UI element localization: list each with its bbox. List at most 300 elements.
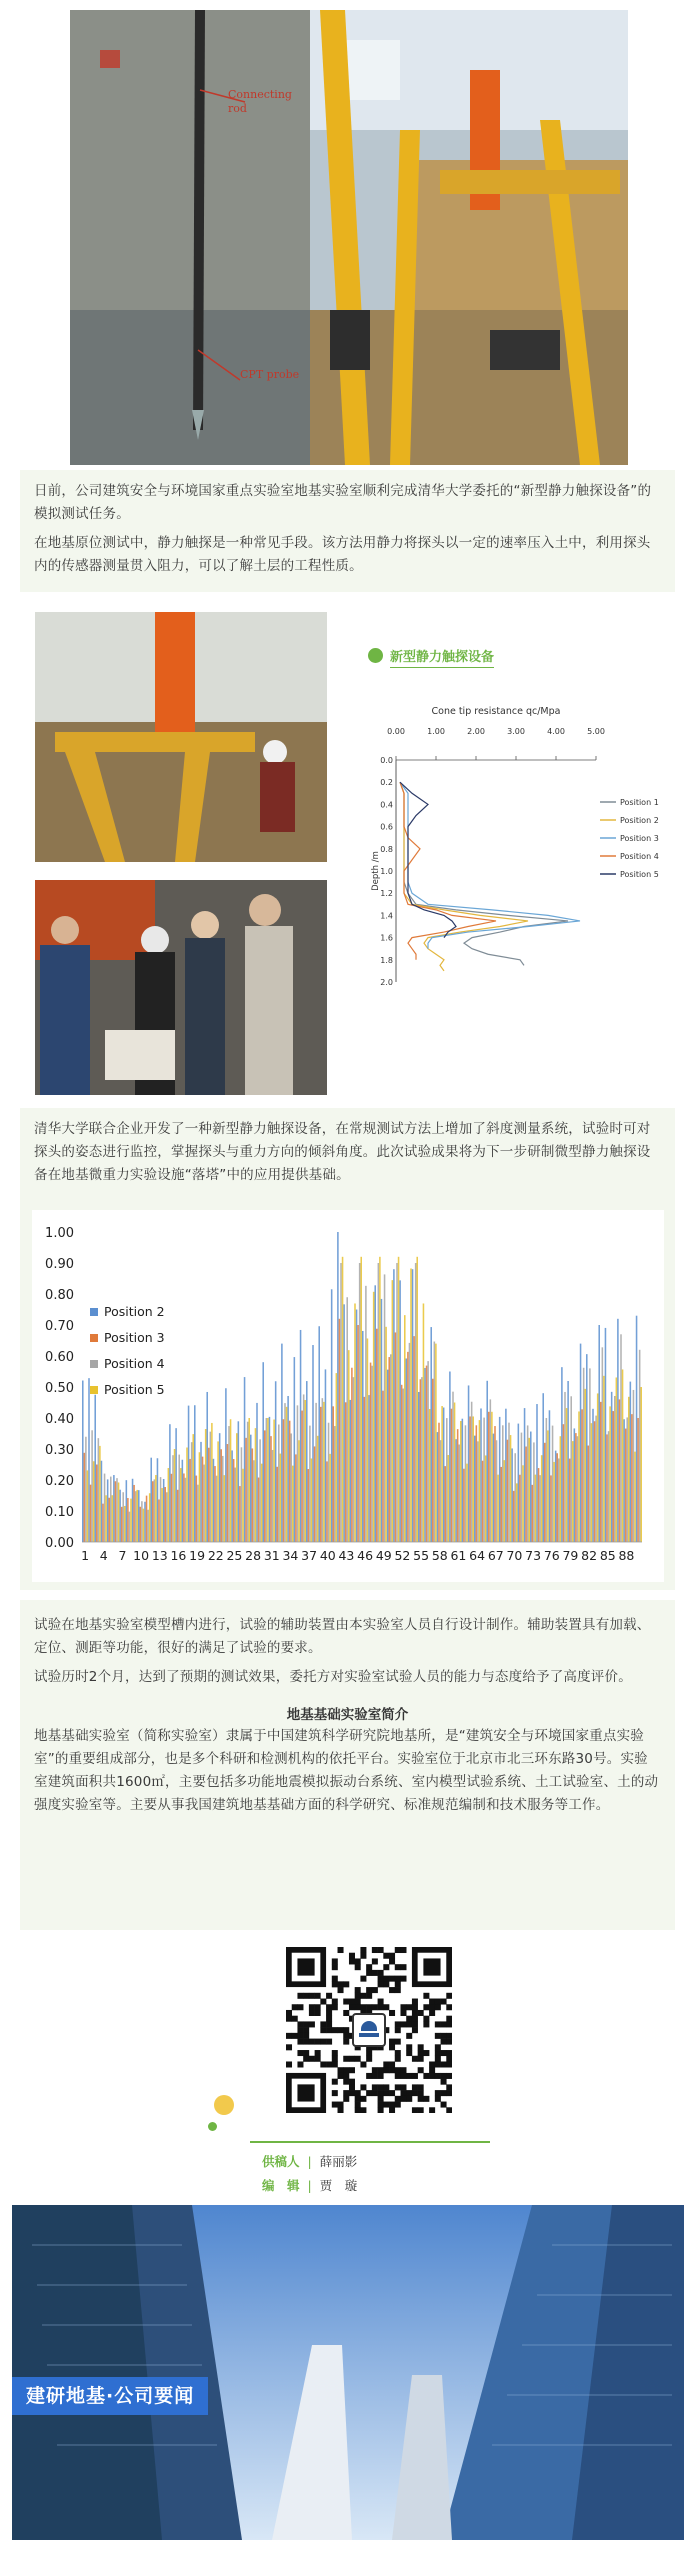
qr-module: [366, 1970, 372, 1976]
bar: [452, 1392, 454, 1542]
bar: [194, 1405, 196, 1542]
bar: [116, 1478, 118, 1542]
qr-module: [418, 2056, 424, 2062]
bar: [605, 1328, 607, 1542]
qr-module: [389, 2102, 395, 2108]
bar: [519, 1475, 521, 1542]
bar: [491, 1412, 493, 1542]
qr-module: [446, 2033, 452, 2039]
after-paragraph-2: 试验历时2个月，达到了预期的测试效果，委托方对实验室试验人员的能力与态度给予了高度评价。: [34, 1669, 632, 1685]
qr-module: [320, 1999, 326, 2005]
qr-module: [446, 2039, 452, 2045]
bar: [177, 1490, 179, 1542]
bar-legend-swatch: [90, 1386, 98, 1394]
qr-module: [338, 2027, 344, 2033]
bar: [287, 1396, 289, 1542]
qr-module: [418, 2096, 424, 2102]
qr-module: [292, 2033, 298, 2039]
qr-module: [320, 2021, 326, 2027]
bar: [351, 1368, 353, 1542]
qr-module: [441, 2050, 447, 2056]
bar: [119, 1490, 121, 1542]
qr-module: [378, 2004, 384, 2010]
bar: [560, 1436, 562, 1542]
qr-module: [355, 2102, 361, 2108]
bar: [542, 1393, 544, 1542]
qr-module: [383, 2061, 389, 2067]
credits-separator-1: |: [307, 2154, 312, 2169]
bar: [622, 1369, 624, 1542]
bar: [262, 1362, 264, 1542]
bar: [463, 1469, 465, 1542]
qr-module: [343, 2079, 349, 2085]
bar: [566, 1408, 568, 1542]
bar: [521, 1433, 523, 1542]
bar: [499, 1417, 501, 1542]
qr-module: [435, 2004, 441, 2010]
qr-module: [395, 2039, 401, 2045]
bar: [546, 1418, 548, 1542]
bar: [510, 1435, 512, 1542]
cone-y-tick-label: 1.0: [380, 867, 393, 876]
bar: [370, 1363, 372, 1542]
bar-legend-label: Position 4: [104, 1356, 165, 1371]
bar: [490, 1399, 492, 1542]
qr-module: [389, 2067, 395, 2073]
qr-module: [343, 2056, 349, 2062]
qr-module: [412, 2084, 418, 2090]
bar: [360, 1257, 362, 1542]
qr-module: [355, 2090, 361, 2096]
qr-module: [400, 2004, 406, 2010]
qr-module: [412, 2027, 418, 2033]
bar: [214, 1466, 216, 1542]
bar: [616, 1377, 618, 1542]
bar: [152, 1481, 154, 1542]
qr-module: [366, 1993, 372, 1999]
qr-module: [383, 2084, 389, 2090]
qr-module: [446, 2073, 452, 2079]
qr-module: [406, 2090, 412, 2096]
bar: [110, 1477, 112, 1542]
bar: [247, 1422, 249, 1542]
bar: [493, 1434, 495, 1542]
qr-module: [309, 2021, 315, 2027]
bar: [91, 1430, 93, 1542]
qr-module: [446, 2050, 452, 2056]
bar: [451, 1409, 453, 1542]
bar: [437, 1432, 439, 1542]
bar: [206, 1392, 208, 1542]
cone-y-tick-label: 0.2: [380, 778, 393, 788]
connecting-rod-label: Connecting rod: [228, 88, 292, 115]
bar: [136, 1490, 138, 1542]
qr-module: [435, 2021, 441, 2027]
bar: [550, 1475, 552, 1542]
qr-module: [338, 1987, 344, 1993]
bar: [415, 1263, 417, 1542]
qr-module: [429, 2067, 435, 2073]
bar: [561, 1367, 563, 1542]
bar: [555, 1451, 557, 1542]
qr-module: [446, 2090, 452, 2096]
qr-module: [395, 2096, 401, 2102]
qr-module: [372, 2090, 378, 2096]
bar: [164, 1487, 166, 1542]
bar: [472, 1416, 474, 1542]
bar: [256, 1403, 258, 1542]
bar: [597, 1393, 599, 1542]
bar: [172, 1455, 174, 1542]
cone-x-tick-label: 0.00: [387, 727, 405, 736]
bar-chart-card: [32, 1210, 664, 1582]
bar-x-tick-label: 1: [81, 1548, 90, 1563]
cone-legend-label: Position 3: [620, 834, 659, 843]
qr-module: [418, 2050, 424, 2056]
qr-module: [309, 2004, 315, 2010]
bar: [637, 1418, 639, 1542]
bar: [353, 1377, 355, 1542]
qr-module: [400, 2090, 406, 2096]
qr-module: [366, 2056, 372, 2062]
bar: [309, 1426, 311, 1542]
qr-module: [343, 1981, 349, 1987]
qr-module: [383, 2090, 389, 2096]
qr-module: [297, 2021, 303, 2027]
qr-code[interactable]: [286, 1947, 452, 2113]
bar: [346, 1297, 348, 1542]
bar-x-tick-label: 19: [189, 1548, 206, 1563]
qr-module: [378, 2090, 384, 2096]
bar: [141, 1501, 143, 1542]
cone-x-tick-label: 5.00: [587, 727, 605, 736]
qr-module: [429, 2073, 435, 2079]
bar-legend-swatch: [90, 1308, 98, 1316]
bar: [231, 1450, 233, 1542]
qr-module: [383, 2102, 389, 2108]
bar: [107, 1479, 109, 1542]
cpt-probe-label: CPT probe: [240, 368, 300, 381]
qr-module: [383, 1953, 389, 1959]
bar-x-tick-label: 4: [99, 1548, 108, 1563]
bar: [392, 1280, 394, 1542]
bar: [183, 1473, 185, 1542]
bar: [359, 1263, 361, 1542]
qr-module: [412, 2016, 418, 2022]
bar: [522, 1465, 524, 1542]
bar: [122, 1492, 124, 1542]
qr-module: [303, 2027, 309, 2033]
bar: [390, 1354, 392, 1542]
qr-module: [441, 2061, 447, 2067]
qr-module: [400, 1964, 406, 1970]
qr-module: [406, 2044, 412, 2050]
bar: [126, 1480, 128, 1542]
bar: [178, 1455, 180, 1542]
bar: [413, 1336, 415, 1542]
qr-module: [297, 2061, 303, 2067]
qr-module: [435, 2044, 441, 2050]
qr-module: [332, 2102, 338, 2108]
bar: [376, 1329, 378, 1542]
after-paragraph-1: 试验在地基实验室模型槽内进行，试验的辅助装置由本实验室人员自行设计制作。辅助装置具有加载、定位、测距等功能，很好的满足了试验的要求。: [34, 1617, 651, 1656]
qr-module: [412, 2073, 418, 2079]
bar: [166, 1492, 168, 1542]
qr-module: [389, 2044, 395, 2050]
bar: [544, 1443, 546, 1542]
bar: [365, 1286, 367, 1542]
qr-module: [378, 1981, 384, 1987]
credits-separator-2: |: [307, 2178, 312, 2193]
bar: [364, 1397, 366, 1542]
qr-module: [395, 2050, 401, 2056]
qr-module: [315, 2010, 321, 2016]
bar: [367, 1338, 369, 1542]
qr-module: [395, 2084, 401, 2090]
bar: [127, 1498, 129, 1542]
bar: [626, 1417, 628, 1542]
bar: [161, 1488, 163, 1542]
bar: [241, 1447, 243, 1542]
bar: [396, 1263, 398, 1542]
bar: [87, 1470, 89, 1542]
qr-module: [286, 2061, 292, 2067]
bar: [203, 1465, 205, 1542]
bar: [118, 1482, 120, 1542]
bar: [295, 1454, 297, 1542]
bar: [527, 1425, 529, 1542]
qr-module: [315, 2004, 321, 2010]
bar: [253, 1460, 255, 1542]
qr-module: [412, 2056, 418, 2062]
bar: [85, 1437, 87, 1542]
bar: [334, 1426, 336, 1542]
bar: [294, 1357, 296, 1542]
bar: [578, 1411, 580, 1542]
bar: [538, 1468, 540, 1542]
bar: [518, 1424, 520, 1542]
bar: [594, 1421, 596, 1542]
bar: [570, 1396, 572, 1542]
qr-module: [320, 2039, 326, 2045]
qr-module: [326, 2004, 332, 2010]
bar: [108, 1498, 110, 1542]
bar-y-tick-label: 0.60: [45, 1350, 74, 1365]
bar: [261, 1464, 263, 1542]
qr-module: [412, 2107, 418, 2113]
bar: [197, 1485, 199, 1542]
qr-module: [355, 1999, 361, 2005]
qr-module: [435, 2090, 441, 2096]
bar: [278, 1425, 280, 1542]
bar: [488, 1412, 490, 1542]
bar: [449, 1372, 451, 1543]
bar: [496, 1440, 498, 1542]
bar: [211, 1423, 213, 1542]
qr-module: [349, 2090, 355, 2096]
bar: [476, 1425, 478, 1542]
bar: [480, 1408, 482, 1542]
qr-module: [441, 2079, 447, 2085]
cone-x-tick-label: 1.00: [427, 727, 445, 736]
qr-module: [383, 1964, 389, 1970]
qr-module: [435, 1999, 441, 2005]
bar: [441, 1406, 443, 1542]
bar: [556, 1453, 558, 1542]
qr-finder-core: [297, 1958, 314, 1975]
qr-module: [446, 2004, 452, 2010]
intro-paragraph-2: 在地基原位测试中，静力触探是一种常见手段。该方法用静力将探头以一定的速率压入土中，利用探头内的传感器测量贯入阻力，可以了解土层的工程性质。: [34, 535, 651, 574]
cone-x-tick-label: 4.00: [547, 727, 565, 736]
bar: [267, 1418, 269, 1542]
bar: [244, 1377, 246, 1542]
bar: [82, 1381, 84, 1543]
qr-module: [406, 2073, 412, 2079]
bar-x-tick-label: 85: [599, 1548, 616, 1563]
bar: [530, 1432, 532, 1542]
bar: [541, 1455, 543, 1542]
top-photo: [70, 10, 628, 465]
bar: [200, 1442, 202, 1542]
qr-module: [360, 1953, 366, 1959]
bar-y-tick-label: 1.00: [45, 1226, 74, 1241]
bar: [539, 1475, 541, 1542]
qr-module: [412, 2004, 418, 2010]
bar: [563, 1424, 565, 1542]
bar: [362, 1331, 364, 1542]
bar: [416, 1257, 418, 1542]
bar: [102, 1504, 104, 1542]
bar-x-tick-label: 64: [469, 1548, 486, 1563]
bar: [497, 1475, 499, 1542]
bar-x-tick-label: 7: [118, 1548, 127, 1563]
cone-series-line: [400, 782, 496, 960]
bar: [494, 1426, 496, 1542]
bar: [458, 1445, 460, 1543]
cone-y-tick-label: 1.4: [380, 911, 393, 921]
bar: [598, 1325, 600, 1542]
qr-module: [406, 2096, 412, 2102]
bar: [584, 1389, 586, 1542]
bar: [589, 1368, 591, 1542]
bar: [581, 1409, 583, 1542]
bar-x-tick-label: 22: [207, 1548, 224, 1563]
bar: [574, 1428, 576, 1542]
qr-module: [303, 2033, 309, 2039]
qr-module: [435, 2050, 441, 2056]
qr-module: [395, 1947, 401, 1953]
bar-x-tick-label: 49: [375, 1548, 392, 1563]
qr-module: [435, 2061, 441, 2067]
bar: [384, 1274, 386, 1542]
qr-module: [395, 2021, 401, 2027]
bar: [516, 1483, 518, 1542]
bar: [300, 1330, 302, 1542]
bar: [468, 1385, 470, 1542]
bar: [466, 1464, 468, 1542]
bar: [407, 1352, 409, 1542]
qr-module: [378, 2102, 384, 2108]
bar: [608, 1431, 610, 1542]
qr-module: [332, 2079, 338, 2085]
bar: [312, 1345, 314, 1542]
bar-x-tick-label: 31: [263, 1548, 280, 1563]
bar-x-tick-label: 61: [450, 1548, 467, 1563]
qr-module: [309, 1993, 315, 1999]
bar: [612, 1411, 614, 1542]
bar: [339, 1319, 341, 1542]
bar: [286, 1407, 288, 1542]
bar: [185, 1478, 187, 1542]
qr-module: [338, 2067, 344, 2073]
bar: [322, 1398, 324, 1542]
bar: [175, 1428, 177, 1542]
bar: [406, 1358, 408, 1542]
qr-module: [286, 2010, 292, 2016]
qr-module: [338, 2107, 344, 2113]
qr-module: [389, 2090, 395, 2096]
cone-y-tick-label: 1.8: [380, 955, 393, 965]
bar: [104, 1474, 106, 1542]
editor-name: 贾 璇: [319, 2178, 358, 2193]
bar: [477, 1441, 479, 1542]
bar: [356, 1310, 358, 1543]
bar: [331, 1289, 333, 1542]
bar-legend-swatch: [90, 1334, 98, 1342]
bar: [345, 1402, 347, 1542]
bar: [144, 1502, 146, 1542]
qr-module: [400, 1947, 406, 1953]
bar: [471, 1402, 473, 1542]
qr-module: [406, 2004, 412, 2010]
bar: [281, 1344, 283, 1542]
qr-module: [332, 1999, 338, 2005]
qr-module: [372, 2084, 378, 2090]
device-title: 新型静力触探设备: [390, 646, 494, 668]
bar: [429, 1409, 431, 1542]
bar: [569, 1459, 571, 1542]
bar: [174, 1449, 176, 1542]
qr-module: [360, 1947, 366, 1953]
qr-module: [389, 1987, 395, 1993]
bar-y-tick-label: 0.70: [45, 1319, 74, 1334]
bar: [192, 1434, 194, 1542]
qr-module: [400, 1976, 406, 1982]
qr-module: [309, 2010, 315, 2016]
top-photo-illustration: [70, 10, 628, 465]
qr-module: [343, 2073, 349, 2079]
qr-module: [441, 2021, 447, 2027]
bar: [630, 1382, 632, 1542]
bar: [168, 1468, 170, 1542]
bar: [224, 1475, 226, 1542]
qr-module: [326, 2010, 332, 2016]
bar-y-tick-label: 0.50: [45, 1381, 74, 1396]
qr-module: [429, 1999, 435, 2005]
qr-module: [338, 2102, 344, 2108]
qr-module: [355, 1964, 361, 1970]
qr-module: [320, 2061, 326, 2067]
bar: [129, 1512, 131, 1542]
qr-module: [395, 1976, 401, 1982]
bar: [208, 1448, 210, 1542]
bar-x-tick-label: 76: [543, 1548, 560, 1563]
bar: [115, 1481, 117, 1542]
qr-module: [389, 2061, 395, 2067]
bottom-banner: [12, 2205, 684, 2540]
bar: [149, 1493, 151, 1542]
qr-module: [360, 1993, 366, 1999]
